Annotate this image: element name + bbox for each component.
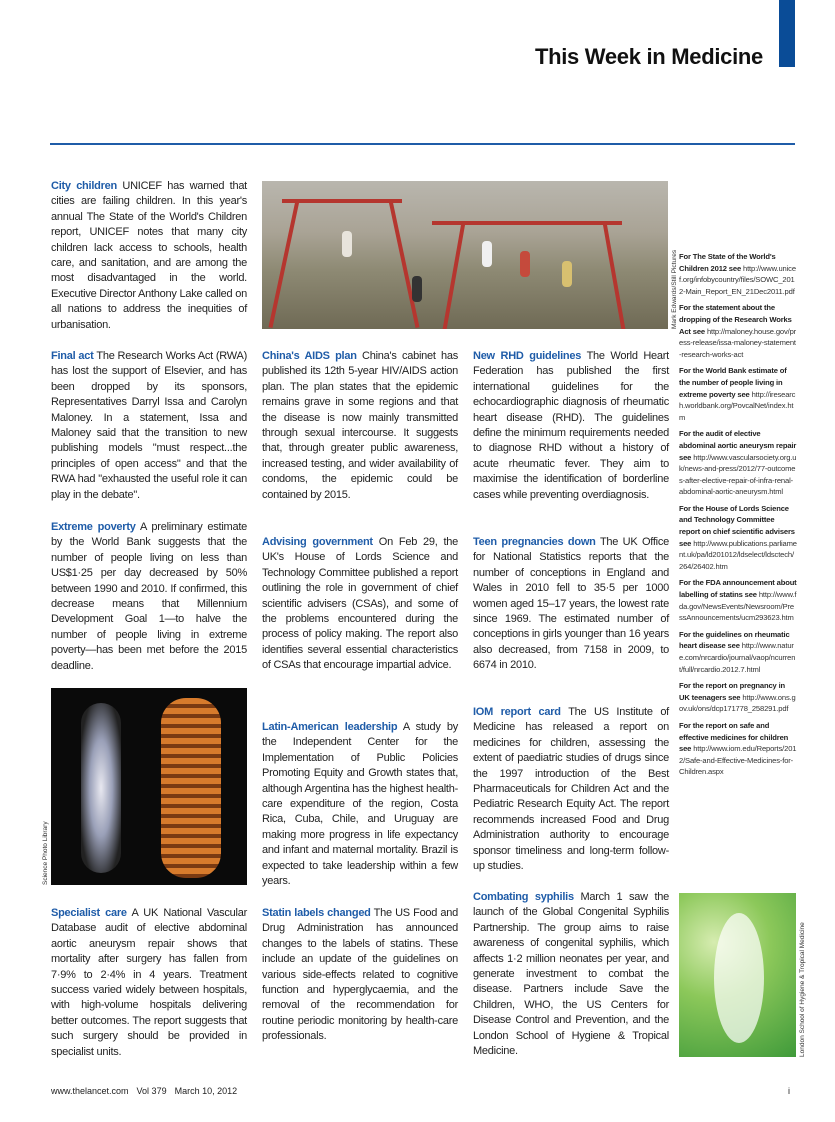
article-rhd-guidelines bbox=[473, 349, 669, 503]
reference-link[interactable]: http://maloney.house.gov/press-release/issa-maloney-statement-research-works-act bbox=[679, 326, 797, 359]
image-credit: London School of Hygiene & Tropical Medicine bbox=[799, 922, 806, 1057]
article-body: March 1 saw the launch of the Global Congenital Syphilis Partnership. The group aims to raise awareness of congenital syphilis, which affects 1·2 million neonates per year, and generate investment to combat the disease. Partners include Save the Children, WHO, the US Centers for Disease Control and Prevention, and the London School of Hygiene & Tropical Medicine. bbox=[473, 891, 669, 1058]
playground-photo bbox=[262, 181, 668, 329]
reference-link[interactable]: http://www.iom.edu/Reports/2012/Safe-and-Effective-Medicines-for-Children.aspx bbox=[679, 744, 797, 777]
article-body: A preliminary estimate by the World Bank suggests that the number of people living on less than US$1·25 per day decreased by 50% between 1990 and 2010. If confirmed, this decrease means that Millennium Development Goal 1—to halve the number of people living in extreme poverty—has been met before the 2015 deadline. bbox=[51, 521, 247, 672]
article-extreme-poverty bbox=[51, 520, 247, 674]
sidebar-note: For the report on safe and effective medicines for children see http://www.iom.edu/Reports/2012/Safe-and-Effective-Medicines-for-Children.aspx bbox=[679, 720, 797, 777]
article-body: A study by the Independent Center for the Implementation of Public Policies Promoting Equity and Growth states that, although Argentina has the highest health-care expenditure of the region, Costa Rica, Cuba, Chile, and Uruguay are making more progress in life expectancy and infant and maternal mortality. Brazil is expected to take leadership within a few years. bbox=[262, 721, 458, 888]
article-teen-pregnancies bbox=[473, 535, 669, 674]
article-combating-syphilis bbox=[473, 890, 669, 1059]
article-heading: Statin labels changed bbox=[262, 907, 371, 919]
article-body: The UK Office for National Statistics reports that the number of conceptions in England and Wales in 2010 fell to 35·5 per 1000 women aged 15–17 years, the lowest rate since 1969. The estimated number of conceptions in girls younger than 16 years also decreased, from 7158 in 2009, to 6674 in 2010. bbox=[473, 536, 669, 672]
article-body: The US Institute of Medicine has released a report on medicines for children, assessing the extent of paediatric studies of drugs since the 1997 introduction of the Best Pharmaceuticals for Children Act and the Pediatric Research Equity Act. The report recommends increased Food and Drug Administration authority to encourage sponsor timeliness and long-term follow-up studies. bbox=[473, 706, 669, 873]
article-body: The US Food and Drug Administration has announced changes to the labels of statins. These include an update of the guidelines on various side-effects related to cognitive function and hyperglycaemia, and the removal of the recommendation for routine periodic monitoring by health-care professionals. bbox=[262, 907, 458, 1043]
sidebar-references bbox=[679, 251, 797, 783]
reference-link[interactable]: http://www.fda.gov/NewsEvents/Newsroom/PressAnnouncements/ucm293623.htm bbox=[679, 590, 797, 623]
article-final-act bbox=[51, 349, 247, 503]
article-body: UNICEF has warned that cities are failing children. In this year's annual The State of the World's Children report, UNICEF notes that many city children lack access to schools, health care, and sanitation, and are among the most disadvantaged in the world. Executive Director Anthony Lake called on all nations to address the inequities of urbanisation. bbox=[51, 180, 247, 331]
article-body: The World Heart Federation has published the first international guidelines for the echocardiographic diagnosis of rheumatic heart disease (RHD). The guidelines define the minimum requirements needed to diagnose RHD without a history of acute rheumatic fever. They aim to maximise the identification of borderline cases while preventing overdiagnosis. bbox=[473, 350, 669, 501]
article-city-children bbox=[51, 179, 247, 333]
sidebar-note: For The State of the World's Children 2012 see http://www.unicef.org/infobycountry/files/SOWC_2012-Main_Report_EN_21Dec2011.pdf bbox=[679, 252, 796, 296]
article-body: The Research Works Act (RWA) has lost the support of Elsevier, and has been dropped by its sponsors, Representatives Darryl Issa and Carolyn Maloney. In a statement, Issa and Maloney said that the transition to new publishing models "must respect...the principles of open access" and that the RWA had "exhausted the useful role it can play in the debate". bbox=[51, 350, 247, 501]
article-heading: City children bbox=[51, 180, 117, 192]
page-number: i bbox=[788, 1086, 790, 1096]
page-title: This Week in Medicine bbox=[534, 44, 763, 69]
header-rule bbox=[50, 143, 795, 145]
article-heading: Final act bbox=[51, 350, 94, 362]
article-body: China's cabinet has published its 12th 5-year HIV/AIDS action plan. The plan states that the epidemic remains grave in some regions and that the disease is now mainly transmitted through sexual intercourse. It suggests that, through greater public awareness, increased testing, and wider availability of condoms, the epidemic could be contained by 2015. bbox=[262, 350, 459, 501]
article-china-aids bbox=[262, 349, 458, 503]
article-heading: Advising government bbox=[262, 536, 373, 548]
article-iom-report bbox=[473, 705, 669, 874]
reference-link[interactable]: http://www.vascularsociety.org.uk/news-and-press/2012/77-outcomes-after-elective-repair-of-infra-renal-abdominal-aortic-aneurysm.html bbox=[679, 452, 797, 497]
article-advising-government bbox=[262, 535, 458, 674]
article-heading: IOM report card bbox=[473, 706, 561, 718]
article-latin-american-leadership bbox=[262, 720, 458, 889]
footer bbox=[51, 1086, 237, 1096]
article-heading: Extreme poverty bbox=[51, 521, 136, 533]
section-color-bar bbox=[779, 0, 795, 67]
footer-date: March 10, 2012 bbox=[174, 1086, 238, 1096]
reference-link[interactable]: http://iresearch.worldbank.org/PovcalNet/index.htm bbox=[679, 389, 796, 422]
sidebar-note: For the House of Lords Science and Technology Committee report on chief scientific advisers see http://www.publications.parliament.uk/pa/ld201012/ldselect/ldsctech/264/26402.htm bbox=[679, 503, 797, 571]
article-heading: Combating syphilis bbox=[473, 891, 574, 903]
article-body: On Feb 29, the UK's House of Lords Science and Technology Committee published a report outlining the role in government of chief scientific advisers (CSAs), and some of the problems encountered during the process of policy making. The report also identifies several essential characteristics of CSAs that encourage impartial advice. bbox=[262, 536, 459, 672]
sidebar-note: For the audit of elective abdominal aortic aneurysm repair see http://www.vascularsociety.org.uk/news-and-press/2012/77-outcomes-after-elective-repair-of-infra-renal-abdominal-aortic-aneurysm.html bbox=[679, 429, 797, 497]
article-statin-labels bbox=[262, 906, 458, 1045]
sidebar-note: For the FDA announcement about labelling of statins see http://www.fda.gov/NewsEvents/Newsroom/PressAnnouncements/ucm293623.htm bbox=[679, 578, 797, 623]
sidebar-note: For the statement about the dropping of the Research Works Act see http://maloney.house.gov/press-release/issa-maloney-statement-research-works-act bbox=[679, 303, 797, 359]
sidebar-note: For the World Bank estimate of the number of people living in extreme poverty see http://iresearch.worldbank.org/PovcalNet/index.htm bbox=[679, 366, 796, 422]
footer-volume: Vol 379 bbox=[136, 1086, 167, 1096]
reference-link[interactable]: http://www.ons.gov.uk/ons/dcp171778_258291.pdf bbox=[679, 692, 796, 714]
article-heading: Latin-American leadership bbox=[262, 721, 398, 733]
reference-link[interactable]: http://www.nature.com/nrcardio/journal/vaop/ncurrent/full/nrcardio.2012.7.html bbox=[679, 641, 796, 674]
article-heading: Specialist care bbox=[51, 907, 127, 919]
article-specialist-care bbox=[51, 906, 247, 1060]
article-heading: New RHD guidelines bbox=[473, 350, 582, 362]
image-credit: Mark Edwards/Still Pictures bbox=[671, 249, 678, 329]
ct-scan-image bbox=[51, 688, 247, 885]
sidebar-note: For the report on pregnancy in UK teenagers see http://www.ons.gov.uk/ons/dcp171778_258291.pdf bbox=[679, 681, 796, 714]
image-credit: Science Photo Library bbox=[42, 821, 49, 885]
article-body: A UK National Vascular Database audit of elective abdominal aortic aneurysm repair shows that mortality after surgery has fallen from 7·9% to 2·4% in 4 years. Treatment success varied widely between hospitals, with high-volume hospitals delivering better outcomes. The report suggests that such surgery should be provided in specialist units. bbox=[51, 907, 247, 1058]
footer-site[interactable]: www.thelancet.com bbox=[51, 1086, 129, 1096]
reference-link[interactable]: http://www.publications.parliament.uk/pa/ld201012/ldselect/ldsctech/264/26402.htm bbox=[679, 538, 797, 571]
article-heading: Teen pregnancies down bbox=[473, 536, 596, 548]
green-illustration-image bbox=[679, 893, 796, 1057]
article-heading: China's AIDS plan bbox=[262, 350, 357, 362]
reference-link[interactable]: http://www.unicef.org/infobycountry/files/SOWC_2012-Main_Report_EN_21Dec2011.pdf bbox=[679, 263, 796, 296]
sidebar-note: For the guidelines on rheumatic heart disease see http://www.nature.com/nrcardio/journal/vaop/ncurrent/full/nrcardio.2012.7.html bbox=[679, 629, 796, 674]
